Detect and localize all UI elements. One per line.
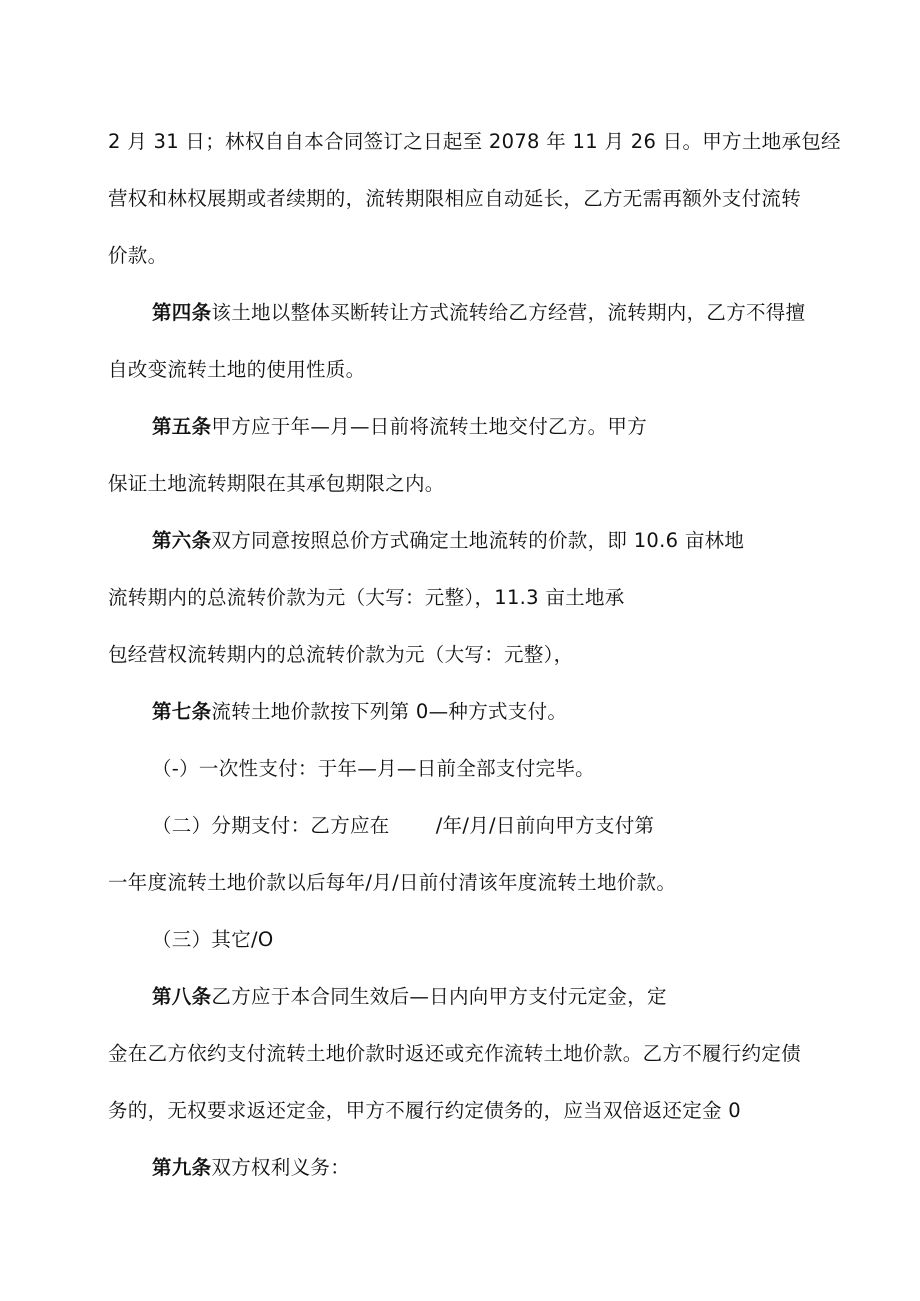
paragraph-line <box>108 642 573 668</box>
paragraph-line <box>108 357 365 383</box>
article-heading: 第四条 <box>152 301 212 324</box>
line-text: 务的，无权要求返还定金，甲方不履行约定债务的，应当双倍返还定金 0 <box>108 1099 742 1122</box>
article-heading: 第七条 <box>152 700 212 723</box>
line-text: 流转土地价款按下列第 0—种方式支付。 <box>211 700 568 723</box>
clause-line <box>152 813 654 839</box>
article-6 <box>152 528 744 554</box>
line-text: 金在乙方依约支付流转土地价款时返还或充作流转土地价款。乙方不履行约定债 <box>108 1042 802 1065</box>
article-8 <box>152 984 667 1010</box>
paragraph-line <box>108 243 167 269</box>
line-text: 甲方应于年—月—日前将流转土地交付乙方。甲方 <box>211 415 648 438</box>
clause-line <box>152 927 274 953</box>
paragraph-line <box>108 585 625 611</box>
line-text: （-）一次性支付：于年—月—日前全部支付完毕。 <box>152 757 595 780</box>
line-text: 该土地以整体买断转让方式流转给乙方经营，流转期内，乙方不得擅 <box>211 301 806 324</box>
line-text: 双方同意按照总价方式确定土地流转的价款，即 10.6 亩林地 <box>211 529 745 552</box>
line-text: （三）其它/O <box>152 928 274 951</box>
paragraph-line <box>108 1041 801 1067</box>
line-text: （二）分期支付：乙方应在 /年/月/日前向甲方支付第 <box>152 814 655 837</box>
article-heading: 第五条 <box>152 415 212 438</box>
line-text: 流转期内的总流转价款为元（大写：元整），11.3 亩土地承 <box>108 586 625 609</box>
article-heading: 第八条 <box>152 985 212 1008</box>
line-text: 乙方应于本合同生效后—日内向甲方支付元定金，定 <box>211 985 667 1008</box>
clause-line <box>152 756 595 782</box>
line-text: 一年度流转土地价款以后每年/月/日前付清该年度流转土地价款。 <box>108 871 677 894</box>
article-4 <box>152 300 805 326</box>
line-text: 价款。 <box>108 244 168 267</box>
article-5 <box>152 414 647 440</box>
article-heading: 第六条 <box>152 529 212 552</box>
line-text: 保证土地流转期限在其承包期限之内。 <box>108 472 445 495</box>
article-7 <box>152 699 567 725</box>
line-text: 自改变流转土地的使用性质。 <box>108 358 366 381</box>
line-text: 营权和林权展期或者续期的，流转期限相应自动延长，乙方无需再额外支付流转 <box>108 187 802 210</box>
article-9 <box>152 1155 350 1181</box>
paragraph-line <box>108 129 841 155</box>
line-text: 双方权利义务： <box>211 1156 351 1179</box>
paragraph-line <box>108 471 445 497</box>
paragraph-line <box>108 870 676 896</box>
paragraph-line <box>108 1098 741 1124</box>
paragraph-line <box>108 186 801 212</box>
article-heading: 第九条 <box>152 1156 212 1179</box>
line-text: 2 月 31 日；林权自自本合同签订之日起至 2078 年 11 月 26 日。甲方土地承包经 <box>108 130 841 153</box>
line-text: 包经营权流转期内的总流转价款为元（大写：元整）， <box>108 643 574 666</box>
